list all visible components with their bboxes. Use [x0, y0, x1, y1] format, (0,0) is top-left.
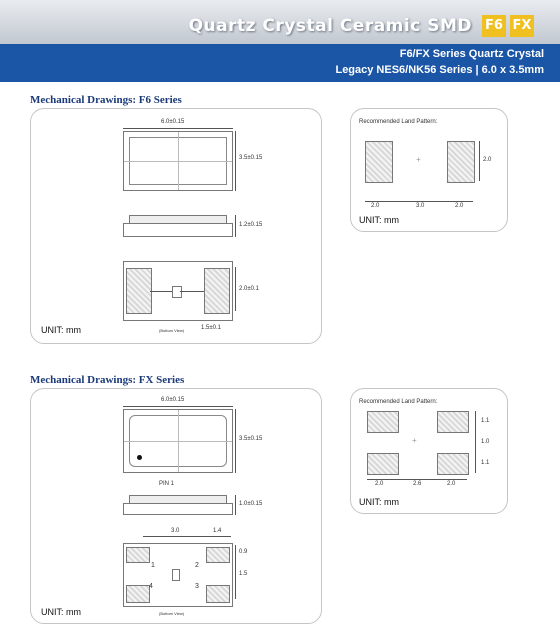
- fx-section-title: Mechanical Drawings: FX Series: [30, 374, 185, 386]
- f6-dim-edge: 1.5±0.1: [201, 325, 221, 331]
- fx-pin-2-label: 2: [195, 562, 199, 569]
- fx-dim-pitch-line: [143, 536, 231, 537]
- fx-land-dim-c: 2.0: [447, 481, 456, 487]
- fx-side-body: [123, 503, 233, 515]
- f6-dim-pad-line: [235, 267, 236, 311]
- fx-land-dim-a: 2.0: [375, 481, 384, 487]
- fx-dim-gap: 0.9: [239, 549, 248, 555]
- fx-pad-1-top-left: [126, 547, 150, 563]
- f6-dim-height-line: [235, 215, 236, 237]
- f6-dim-length: 6.0±0.15: [161, 119, 185, 125]
- f6-section-title: Mechanical Drawings: F6 Series: [30, 94, 182, 106]
- badge-f6: F6: [482, 15, 506, 37]
- f6-land-dim-c: 2.0: [455, 203, 464, 209]
- fx-land-panel: [350, 388, 508, 514]
- fx-land-title: Recommended Land Pattern:: [359, 399, 438, 405]
- f6-land-dim-b: 3.0: [416, 203, 425, 209]
- fx-bottom-view-label: (Bottom View): [159, 611, 185, 616]
- fx-land-dim-r2: 1.0: [481, 439, 490, 445]
- fx-dim-height-line: [235, 495, 236, 515]
- fx-pin-4-label: 4: [149, 583, 153, 590]
- fx-land-pad-bottom-right: [437, 453, 469, 475]
- fx-pin1-label: PIN 1: [159, 481, 175, 487]
- fx-package-top: [123, 409, 233, 473]
- f6-land-title: Recommended Land Pattern:: [359, 119, 438, 125]
- header-title: Quartz Crystal Ceramic SMD: [188, 16, 472, 36]
- fx-centerline-h: [124, 441, 232, 442]
- fx-pad-3-bottom-right: [206, 585, 230, 603]
- f6-land-dim-w-line: [365, 201, 473, 202]
- fx-land-pad-top-left: [367, 411, 399, 433]
- f6-land-dim-a: 2.0: [371, 203, 380, 209]
- fx-land-dim-b: 2.6: [413, 481, 422, 487]
- fx-package-bottom: [123, 543, 233, 607]
- fx-dim-length: 6.0±0.15: [161, 397, 185, 403]
- fx-land-pad-top-right: [437, 411, 469, 433]
- badge-fx: FX: [510, 15, 534, 37]
- f6-bottom-pad-right: [204, 268, 230, 314]
- f6-land-unit-label: UNIT: mm: [359, 215, 399, 225]
- fx-dim-width-line: [235, 409, 236, 473]
- fx-dim-width: 3.5±0.15: [239, 436, 263, 442]
- fx-pad-4-bottom-left: [126, 585, 150, 603]
- f6-land-pad-right: [447, 141, 475, 183]
- fx-drawing-panel: [30, 388, 322, 624]
- fx-land-dim-w-line: [367, 479, 467, 480]
- f6-package-bottom: [123, 261, 233, 321]
- f6-center-mark: [172, 286, 182, 298]
- fx-dim-pad-h: 1.5: [239, 571, 248, 577]
- f6-land-center-cross: +: [416, 155, 421, 164]
- f6-bottom-pad-left: [126, 268, 152, 314]
- f6-dim-width: 3.5±0.15: [239, 155, 263, 161]
- fx-center-mark: [172, 569, 180, 581]
- fx-dim-pad-w: 1.4: [213, 528, 222, 534]
- fx-dim-height: 1.0±0.15: [239, 501, 263, 507]
- f6-unit-label: UNIT: mm: [41, 325, 81, 335]
- fx-unit-label: UNIT: mm: [41, 607, 81, 617]
- f6-dim-length-line: [123, 128, 233, 129]
- fx-land-dim-h-line: [475, 411, 476, 473]
- f6-trace-right: [180, 291, 204, 292]
- f6-package-top: [123, 131, 233, 191]
- f6-dim-height: 1.2±0.15: [239, 222, 263, 228]
- fx-land-dim-r3: 1.1: [481, 460, 490, 466]
- fx-dim-length-line: [123, 406, 233, 407]
- fx-pin1-dot: [137, 455, 142, 460]
- f6-land-dim-h-line: [479, 141, 480, 181]
- header-subtitle-1: F6/FX Series Quartz Crystal: [399, 48, 544, 60]
- f6-drawing-panel: [30, 108, 322, 344]
- fx-land-pad-bottom-left: [367, 453, 399, 475]
- f6-dim-width-line: [235, 131, 236, 191]
- fx-pin-3-label: 3: [195, 583, 199, 590]
- fx-dim-pitch: 3.0: [171, 528, 180, 534]
- fx-pad-2-top-right: [206, 547, 230, 563]
- f6-dim-pad: 2.0±0.1: [239, 286, 259, 292]
- fx-land-unit-label: UNIT: mm: [359, 497, 399, 507]
- f6-land-pad-left: [365, 141, 393, 183]
- f6-land-panel: [350, 108, 508, 232]
- fx-land-dim-r1: 1.1: [481, 418, 490, 424]
- f6-land-dim-pad-h: 2.0: [483, 157, 492, 163]
- fx-pin-1-label: 1: [151, 562, 155, 569]
- f6-centerline-h: [124, 161, 232, 162]
- fx-dim-right-line: [235, 545, 236, 599]
- f6-bottom-view-label: (Bottom View): [159, 328, 185, 333]
- f6-side-body: [123, 223, 233, 237]
- fx-land-center-cross: +: [412, 436, 417, 445]
- header-subtitle-2: Legacy NES6/NK56 Series | 6.0 x 3.5mm: [335, 64, 544, 76]
- f6-trace-left: [150, 291, 172, 292]
